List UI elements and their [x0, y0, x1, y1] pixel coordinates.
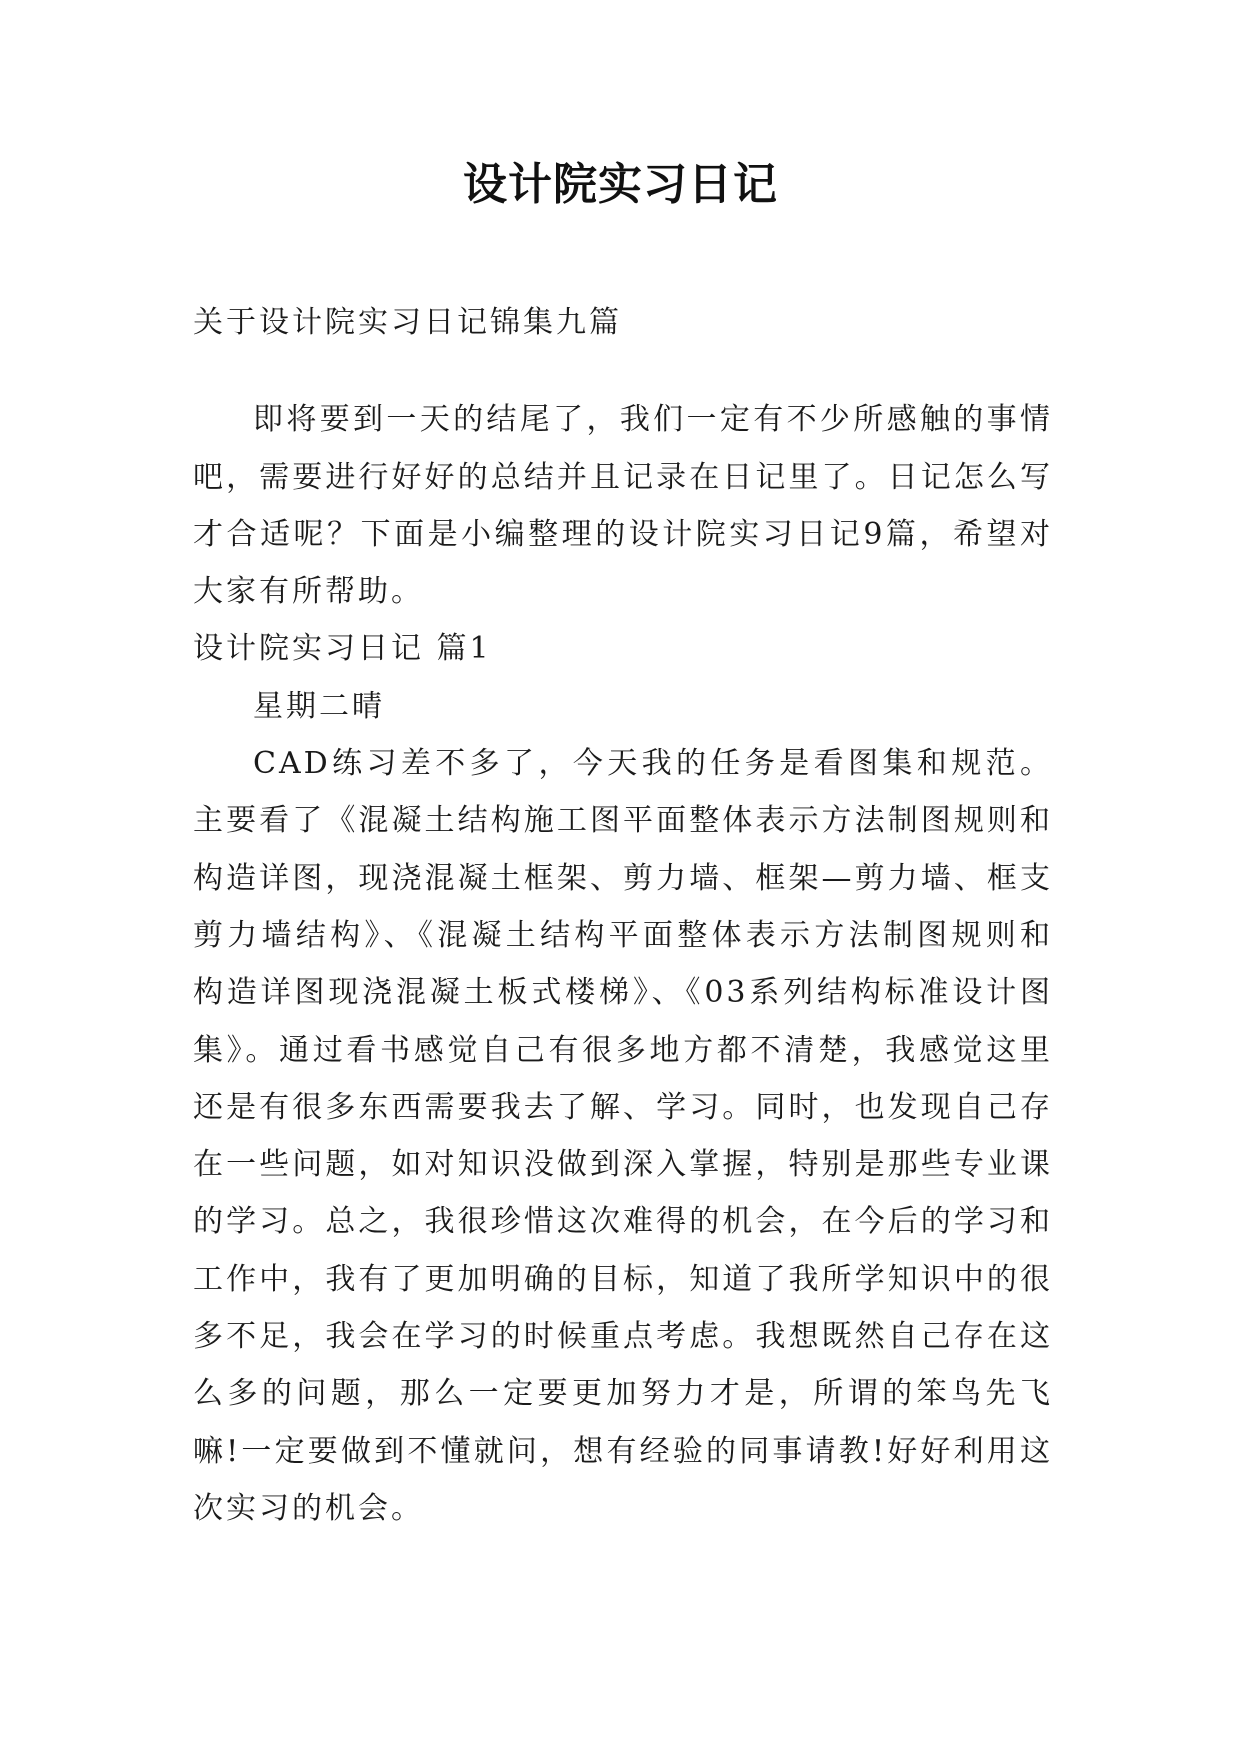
entry-heading: 设计院实习日记 篇1	[193, 631, 492, 667]
entry-body-paragraph: CAD练习差不多了，今天我的任务是看图集和规范。主要看了《混凝土结构施工图平面整体表示方法制图规则和构造详图，现浇混凝土框架、剪力墙、框架—剪力墙、框支剪力墙结构》、《混凝土结构平面整体表示方法制图规则和构造详图现浇混凝土板式楼梯》、《03系列结构标准设计图集》。通过看书感觉自己有很多地方都不清楚，我感觉这里还是有很多东西需要我去了解、学习。同时，也发现自己存在一些问题，如对知识没做到深入掌握，特别是那些专业课的学习。总之，我很珍惜这次难得的机会，在今后的学习和工作中，我有了更加明确的目标，知道了我所学知识中的很多不足，我会在学习的时候重点考虑。我想既然自己存在这么多的问题，那么一定要更加努力才是，所谓的笨鸟先飞嘛!一定要做到不懂就问，想有经验的同事请教!好好利用这次实习的机会。	[193, 746, 1053, 1526]
document-body	[193, 294, 1053, 1537]
intro-paragraph: 即将要到一天的结尾了，我们一定有不少所感触的事情吧，需要进行好好的总结并且记录在日记里了。日记怎么写才合适呢？下面是小编整理的设计院实习日记9篇，希望对大家有所帮助。	[193, 402, 1053, 610]
entry-weather: 星期二晴	[253, 688, 385, 724]
document-subtitle: 关于设计院实习日记锦集九篇	[193, 305, 622, 340]
document-title: 设计院实习日记	[463, 159, 778, 210]
